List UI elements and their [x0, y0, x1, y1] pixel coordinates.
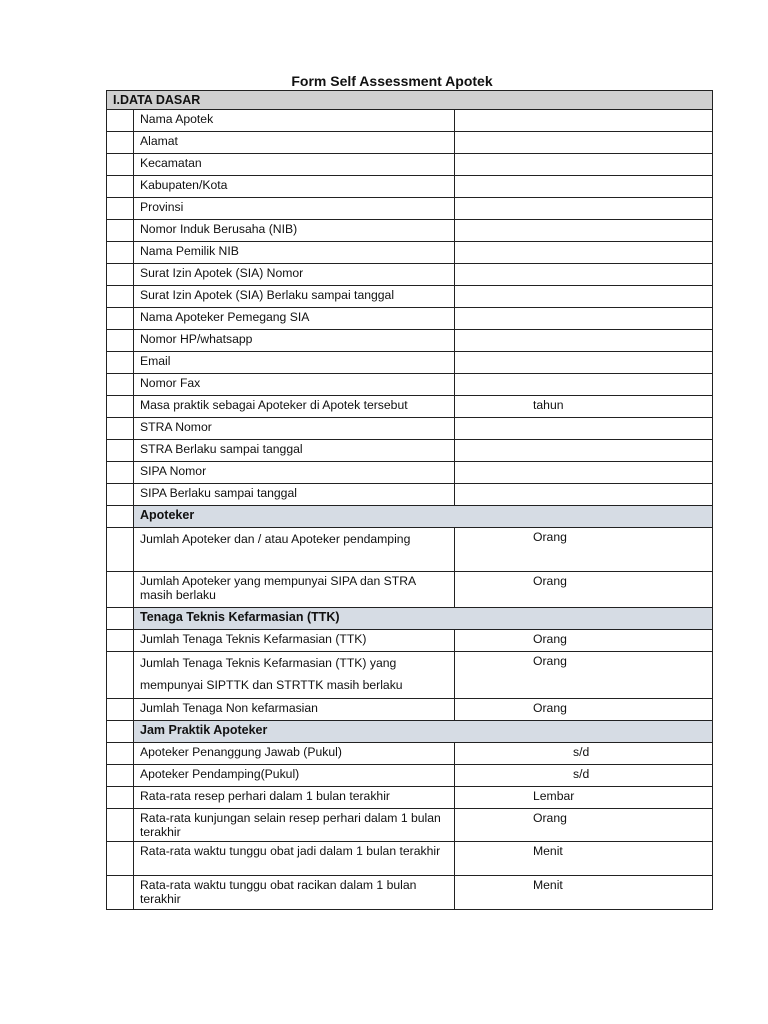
field-value-cell[interactable] — [455, 842, 713, 876]
form-row — [107, 154, 713, 176]
row-index-cell — [107, 699, 134, 721]
row-index-cell — [107, 462, 134, 484]
form-row — [107, 842, 713, 876]
form-row — [107, 264, 713, 286]
form-row — [107, 876, 713, 910]
field-value-cell[interactable] — [455, 876, 713, 910]
assessment-form-table — [106, 90, 713, 910]
row-index-cell — [107, 440, 134, 462]
row-index-cell — [107, 352, 134, 374]
field-label: SIPA Nomor — [134, 462, 455, 484]
field-label: Nama Apotek — [134, 110, 455, 132]
field-label: Rata-rata resep perhari dalam 1 bulan terakhir — [134, 787, 455, 809]
field-label: Nama Apoteker Pemegang SIA — [134, 308, 455, 330]
row-index-cell — [107, 110, 134, 132]
row-index-cell — [107, 765, 134, 787]
field-label: Kabupaten/Kota — [134, 176, 455, 198]
form-row — [107, 462, 713, 484]
row-index-cell — [107, 608, 134, 630]
form-row — [107, 809, 713, 842]
form-row — [107, 374, 713, 396]
field-value-cell[interactable] — [455, 418, 713, 440]
form-row — [107, 787, 713, 809]
form-row — [107, 242, 713, 264]
section-header-row — [107, 91, 713, 110]
field-value-cell[interactable] — [455, 528, 713, 572]
row-index-cell — [107, 721, 134, 743]
form-row — [107, 220, 713, 242]
field-label: Jumlah Tenaga Teknis Kefarmasian (TTK) yang mempunyai SIPTTK dan STRTTK masih berlaku — [134, 652, 455, 699]
form-row — [107, 440, 713, 462]
field-unit: Orang — [533, 574, 567, 588]
field-label: Jumlah Apoteker yang mempunyai SIPA dan STRA masih berlaku — [134, 572, 455, 608]
field-label: Nama Pemilik NIB — [134, 242, 455, 264]
field-value-cell[interactable] — [455, 154, 713, 176]
field-unit: tahun — [533, 398, 564, 412]
field-unit: s/d — [573, 745, 590, 759]
form-row — [107, 572, 713, 608]
form-row — [107, 352, 713, 374]
field-label: Alamat — [134, 132, 455, 154]
field-label: Nomor HP/whatsapp — [134, 330, 455, 352]
form-row — [107, 308, 713, 330]
field-label: Rata-rata waktu tunggu obat jadi dalam 1 bulan terakhir — [134, 842, 455, 876]
field-label: Provinsi — [134, 198, 455, 220]
field-label: Apoteker Pendamping(Pukul) — [134, 765, 455, 787]
field-unit: s/d — [573, 767, 590, 781]
field-unit: Orang — [533, 654, 567, 668]
row-index-cell — [107, 264, 134, 286]
form-row — [107, 418, 713, 440]
field-value-cell[interactable] — [455, 743, 713, 765]
section-header-data-dasar: I.DATA DASAR — [107, 91, 713, 110]
form-row — [107, 176, 713, 198]
row-index-cell — [107, 842, 134, 876]
section-header-jam-praktik: Jam Praktik Apoteker — [134, 721, 713, 743]
row-index-cell — [107, 418, 134, 440]
field-unit: Lembar — [533, 789, 575, 803]
field-value-cell[interactable] — [455, 352, 713, 374]
field-label: Rata-rata waktu tunggu obat racikan dalam 1 bulan terakhir — [134, 876, 455, 910]
section-row-ttk — [107, 608, 713, 630]
field-label: STRA Nomor — [134, 418, 455, 440]
form-row — [107, 132, 713, 154]
field-value-cell[interactable] — [455, 396, 713, 418]
field-value-cell[interactable] — [455, 220, 713, 242]
field-value-cell[interactable] — [455, 484, 713, 506]
section-header-ttk: Tenaga Teknis Kefarmasian (TTK) — [134, 608, 713, 630]
field-label: Jumlah Apoteker dan / atau Apoteker pendamping — [134, 528, 455, 572]
form-row — [107, 484, 713, 506]
field-unit: Menit — [533, 844, 563, 858]
row-index-cell — [107, 809, 134, 842]
row-index-cell — [107, 876, 134, 910]
row-index-cell — [107, 506, 134, 528]
field-label: Apoteker Penanggung Jawab (Pukul) — [134, 743, 455, 765]
row-index-cell — [107, 396, 134, 418]
section-header-apoteker: Apoteker — [134, 506, 713, 528]
row-index-cell — [107, 286, 134, 308]
row-index-cell — [107, 220, 134, 242]
field-value-cell[interactable] — [455, 440, 713, 462]
form-row — [107, 743, 713, 765]
field-unit: Orang — [533, 811, 567, 825]
page-title: Form Self Assessment Apotek — [291, 73, 493, 89]
section-row-jam-praktik — [107, 721, 713, 743]
field-value-cell[interactable] — [455, 308, 713, 330]
field-unit: Menit — [533, 878, 563, 892]
field-label: Nomor Induk Berusaha (NIB) — [134, 220, 455, 242]
field-value-cell[interactable] — [455, 132, 713, 154]
field-label: Masa praktik sebagai Apoteker di Apotek tersebut — [134, 396, 455, 418]
form-row — [107, 330, 713, 352]
row-index-cell — [107, 154, 134, 176]
field-label: Email — [134, 352, 455, 374]
form-row — [107, 699, 713, 721]
field-value-cell[interactable] — [455, 765, 713, 787]
field-value-cell[interactable] — [455, 198, 713, 220]
field-value-cell[interactable] — [455, 110, 713, 132]
row-index-cell — [107, 572, 134, 608]
form-row — [107, 286, 713, 308]
field-label: Jumlah Tenaga Teknis Kefarmasian (TTK) — [134, 630, 455, 652]
field-label: Jumlah Tenaga Non kefarmasian — [134, 699, 455, 721]
row-index-cell — [107, 652, 134, 699]
field-label: Nomor Fax — [134, 374, 455, 396]
form-row — [107, 528, 713, 572]
field-value-cell[interactable] — [455, 264, 713, 286]
row-index-cell — [107, 484, 134, 506]
field-value-cell[interactable] — [455, 462, 713, 484]
form-row — [107, 765, 713, 787]
form-row — [107, 198, 713, 220]
field-unit: Orang — [533, 530, 567, 544]
row-index-cell — [107, 374, 134, 396]
row-index-cell — [107, 176, 134, 198]
form-row — [107, 652, 713, 699]
field-label: Surat Izin Apotek (SIA) Berlaku sampai tanggal — [134, 286, 455, 308]
field-value-cell[interactable] — [455, 242, 713, 264]
row-index-cell — [107, 630, 134, 652]
field-unit: Orang — [533, 632, 567, 646]
field-value-cell[interactable] — [455, 630, 713, 652]
form-row — [107, 396, 713, 418]
field-value-cell[interactable] — [455, 652, 713, 699]
field-label: Rata-rata kunjungan selain resep perhari dalam 1 bulan terakhir — [134, 809, 455, 842]
form-row — [107, 630, 713, 652]
row-index-cell — [107, 308, 134, 330]
form-row — [107, 110, 713, 132]
section-row-apoteker — [107, 506, 713, 528]
row-index-cell — [107, 787, 134, 809]
field-value-cell[interactable] — [455, 572, 713, 608]
field-label: Surat Izin Apotek (SIA) Nomor — [134, 264, 455, 286]
field-value-cell[interactable] — [455, 286, 713, 308]
field-value-cell[interactable] — [455, 374, 713, 396]
field-value-cell[interactable] — [455, 809, 713, 842]
row-index-cell — [107, 743, 134, 765]
field-value-cell[interactable] — [455, 787, 713, 809]
field-unit: Orang — [533, 701, 567, 715]
row-index-cell — [107, 198, 134, 220]
field-value-cell[interactable] — [455, 176, 713, 198]
field-value-cell[interactable] — [455, 330, 713, 352]
row-index-cell — [107, 330, 134, 352]
row-index-cell — [107, 132, 134, 154]
field-label: STRA Berlaku sampai tanggal — [134, 440, 455, 462]
field-label: SIPA Berlaku sampai tanggal — [134, 484, 455, 506]
row-index-cell — [107, 528, 134, 572]
row-index-cell — [107, 242, 134, 264]
field-label: Kecamatan — [134, 154, 455, 176]
field-value-cell[interactable] — [455, 699, 713, 721]
